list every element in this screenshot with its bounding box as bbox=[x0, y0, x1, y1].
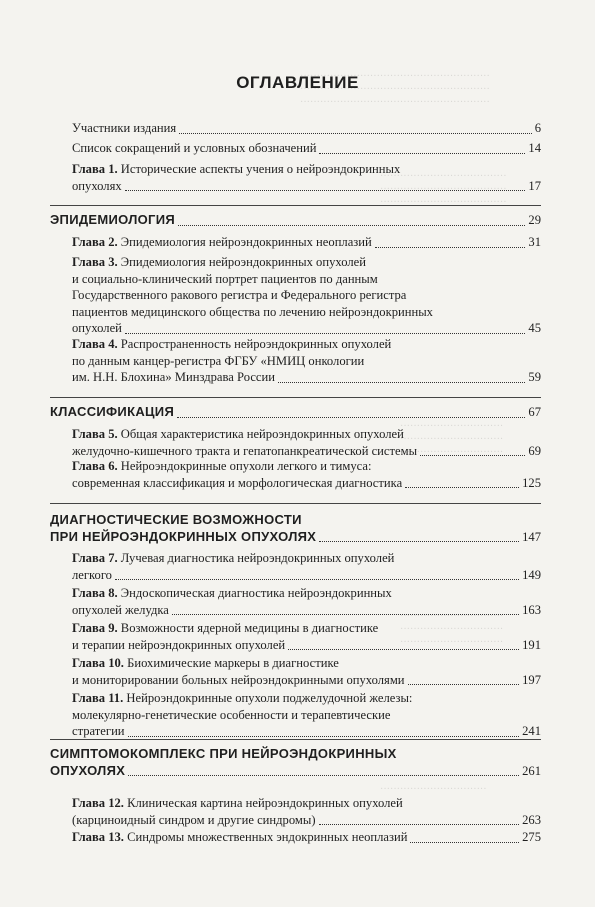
entry-title: Клиническая картина нейроэндокринных опухолей bbox=[127, 796, 403, 810]
chapter-label: Глава 9. bbox=[72, 621, 121, 635]
entry-title: им. Н.Н. Блохина» Минздрава России bbox=[72, 370, 275, 384]
chapter-label: Глава 3. bbox=[72, 255, 121, 269]
section-divider bbox=[50, 397, 541, 398]
entry-title: Список сокращений и условных обозначений bbox=[72, 141, 317, 155]
chapter-label: Глава 10. bbox=[72, 656, 128, 670]
chapter-label: Глава 12. bbox=[72, 796, 128, 810]
entry-title: стратегии bbox=[72, 724, 125, 738]
dot-leader bbox=[420, 455, 525, 456]
page-number: 6 bbox=[534, 121, 541, 135]
entry-title: Синдромы множественных эндокринных неоплазий bbox=[127, 830, 408, 844]
chapter-label: Глава 1. bbox=[72, 162, 121, 176]
entry-title: Возможности ядерной медицины в диагностике bbox=[120, 621, 379, 635]
toc-entry[interactable] bbox=[72, 690, 541, 740]
entry-title: Государственного ракового регистра и Федерального регистра bbox=[72, 288, 407, 302]
page-number: 45 bbox=[528, 321, 541, 335]
chapter-label: Глава 2. bbox=[72, 235, 121, 249]
section-divider bbox=[50, 503, 541, 504]
entry-title: Участники издания bbox=[72, 121, 177, 135]
toc-section-entry[interactable] bbox=[50, 212, 541, 229]
chapter-label: Глава 11. bbox=[72, 691, 127, 705]
toc-entry[interactable] bbox=[72, 795, 541, 828]
toc-entry[interactable] bbox=[72, 458, 541, 491]
entry-title: современная классификация и морфологическая диагностика bbox=[72, 475, 403, 490]
bleed-through-text: ······························· ······························· ······························· bbox=[400, 421, 504, 458]
entry-title: Нейроэндокринные опухоли поджелудочной железы: bbox=[126, 691, 413, 705]
entry-title: Нейроэндокринные опухоли легкого и тимуса: bbox=[120, 459, 372, 473]
toc-entry[interactable] bbox=[72, 585, 541, 618]
entry-title: Исторические аспекты учения о нейроэндокринных bbox=[120, 162, 401, 176]
bleed-through-text: ······································ ······································ ······································ bbox=[380, 171, 507, 208]
page-number: 147 bbox=[522, 529, 541, 544]
chapter-label: Глава 4. bbox=[72, 337, 121, 351]
page-number: 69 bbox=[528, 443, 541, 458]
entry-title: пациентов медицинского общества по лечению нейроэндокринных bbox=[72, 304, 433, 319]
dot-leader bbox=[172, 614, 519, 615]
dot-leader bbox=[115, 579, 519, 580]
toc-entry[interactable] bbox=[72, 120, 541, 137]
dot-leader bbox=[408, 684, 520, 685]
chapter-label: Глава 7. bbox=[72, 551, 121, 565]
entry-title: и социально-клинический портрет пациентов по данным bbox=[72, 271, 378, 286]
dot-leader bbox=[178, 225, 525, 226]
toc-entry[interactable] bbox=[72, 550, 541, 583]
dot-leader bbox=[177, 417, 525, 418]
dot-leader bbox=[125, 190, 526, 191]
toc-section-entry[interactable] bbox=[50, 512, 541, 545]
entry-title: опухолей bbox=[72, 321, 122, 335]
page-number: 125 bbox=[522, 475, 541, 490]
bleed-through-text: ································ ································ bbox=[380, 771, 487, 795]
entry-title: и мониторировании больных нейроэндокринными опухолями bbox=[72, 672, 405, 687]
chapter-label: Глава 5. bbox=[72, 427, 121, 441]
entry-title: (карциноидный синдром и другие синдромы) bbox=[72, 812, 316, 827]
entry-title: опухолях bbox=[72, 178, 122, 193]
chapter-label: Глава 6. bbox=[72, 459, 121, 473]
toc-entry[interactable] bbox=[72, 655, 541, 688]
chapter-label: Глава 13. bbox=[72, 830, 128, 844]
toc-entry[interactable] bbox=[72, 829, 541, 846]
dot-leader bbox=[128, 775, 519, 776]
toc-entry[interactable] bbox=[72, 426, 541, 459]
dot-leader bbox=[128, 736, 520, 737]
entry-title: Эпидемиология нейроэндокринных неоплазий bbox=[120, 235, 372, 249]
dot-leader bbox=[125, 333, 526, 334]
dot-leader bbox=[410, 842, 519, 843]
page-number: 29 bbox=[528, 213, 541, 227]
entry-title: и терапии нейроэндокринных опухолей bbox=[72, 637, 286, 652]
dot-leader bbox=[179, 133, 532, 134]
entry-title: Общая характеристика нейроэндокринных опухолей bbox=[120, 427, 404, 441]
dot-leader bbox=[319, 824, 520, 825]
bleed-through-text: ························································· ························································· ························································· bbox=[300, 71, 490, 108]
section-title: ПРИ НЕЙРОЭНДОКРИННЫХ ОПУХОЛЯХ bbox=[50, 528, 317, 544]
entry-title: по данным канцер-регистра ФГБУ «НМИЦ онкологии bbox=[72, 353, 365, 368]
toc-entry[interactable] bbox=[72, 161, 541, 194]
section-divider bbox=[50, 205, 541, 206]
entry-title: желудочно-кишечного тракта и гепатопанкреатической системы bbox=[72, 443, 418, 458]
page-number: 67 bbox=[528, 405, 541, 419]
page-number: 59 bbox=[528, 370, 541, 384]
bleed-through-text: ······························· ······························· ······························· bbox=[400, 611, 504, 648]
entry-title: Лучевая диагностика нейроэндокринных опухолей bbox=[120, 551, 395, 565]
entry-title: Эпидемиология нейроэндокринных опухолей bbox=[120, 255, 366, 269]
section-title: КЛАССИФИКАЦИЯ bbox=[50, 404, 175, 419]
page-number: 191 bbox=[522, 637, 541, 652]
chapter-label: Глава 8. bbox=[72, 586, 121, 600]
dot-leader bbox=[319, 153, 525, 154]
entry-title: молекулярно-генетические особенности и терапевтические bbox=[72, 707, 391, 722]
dot-leader bbox=[405, 487, 519, 488]
entry-title: Биохимические маркеры в диагностике bbox=[127, 656, 339, 670]
page-number: 149 bbox=[522, 567, 541, 582]
page-number: 197 bbox=[522, 672, 541, 687]
page-number: 163 bbox=[522, 602, 541, 617]
page-number: 263 bbox=[522, 812, 541, 827]
toc-section-entry[interactable] bbox=[50, 404, 541, 421]
dot-leader bbox=[288, 649, 519, 650]
page-number: 17 bbox=[528, 178, 541, 193]
entry-title: Распространенность нейроэндокринных опухолей bbox=[120, 337, 392, 351]
entry-title: Эндоскопическая диагностика нейроэндокринных bbox=[120, 586, 392, 600]
toc-entry[interactable] bbox=[72, 336, 541, 386]
page-number: 31 bbox=[528, 235, 541, 249]
dot-leader bbox=[375, 247, 526, 248]
section-title: ЭПИДЕМИОЛОГИЯ bbox=[50, 212, 176, 227]
toc-section-entry[interactable] bbox=[50, 746, 541, 779]
entry-title: опухолей желудка bbox=[72, 602, 169, 617]
page-title: ОГЛАВЛЕНИЕ bbox=[236, 73, 359, 92]
toc-entry[interactable] bbox=[72, 620, 541, 653]
page-number: 275 bbox=[522, 830, 541, 844]
dot-leader bbox=[319, 541, 519, 542]
toc-entry[interactable] bbox=[72, 254, 541, 337]
section-title: ОПУХОЛЯХ bbox=[50, 762, 126, 778]
section-title: ДИАГНОСТИЧЕСКИЕ ВОЗМОЖНОСТИ bbox=[50, 512, 302, 527]
page-number: 14 bbox=[528, 141, 541, 155]
entry-title: легкого bbox=[72, 567, 112, 582]
toc-entry[interactable] bbox=[72, 234, 541, 251]
dot-leader bbox=[278, 382, 525, 383]
toc-entry[interactable] bbox=[72, 140, 541, 157]
page-number: 241 bbox=[522, 724, 541, 738]
page-number: 261 bbox=[522, 763, 541, 778]
section-title: СИМПТОМОКОМПЛЕКС ПРИ НЕЙРОЭНДОКРИННЫХ bbox=[50, 746, 397, 761]
